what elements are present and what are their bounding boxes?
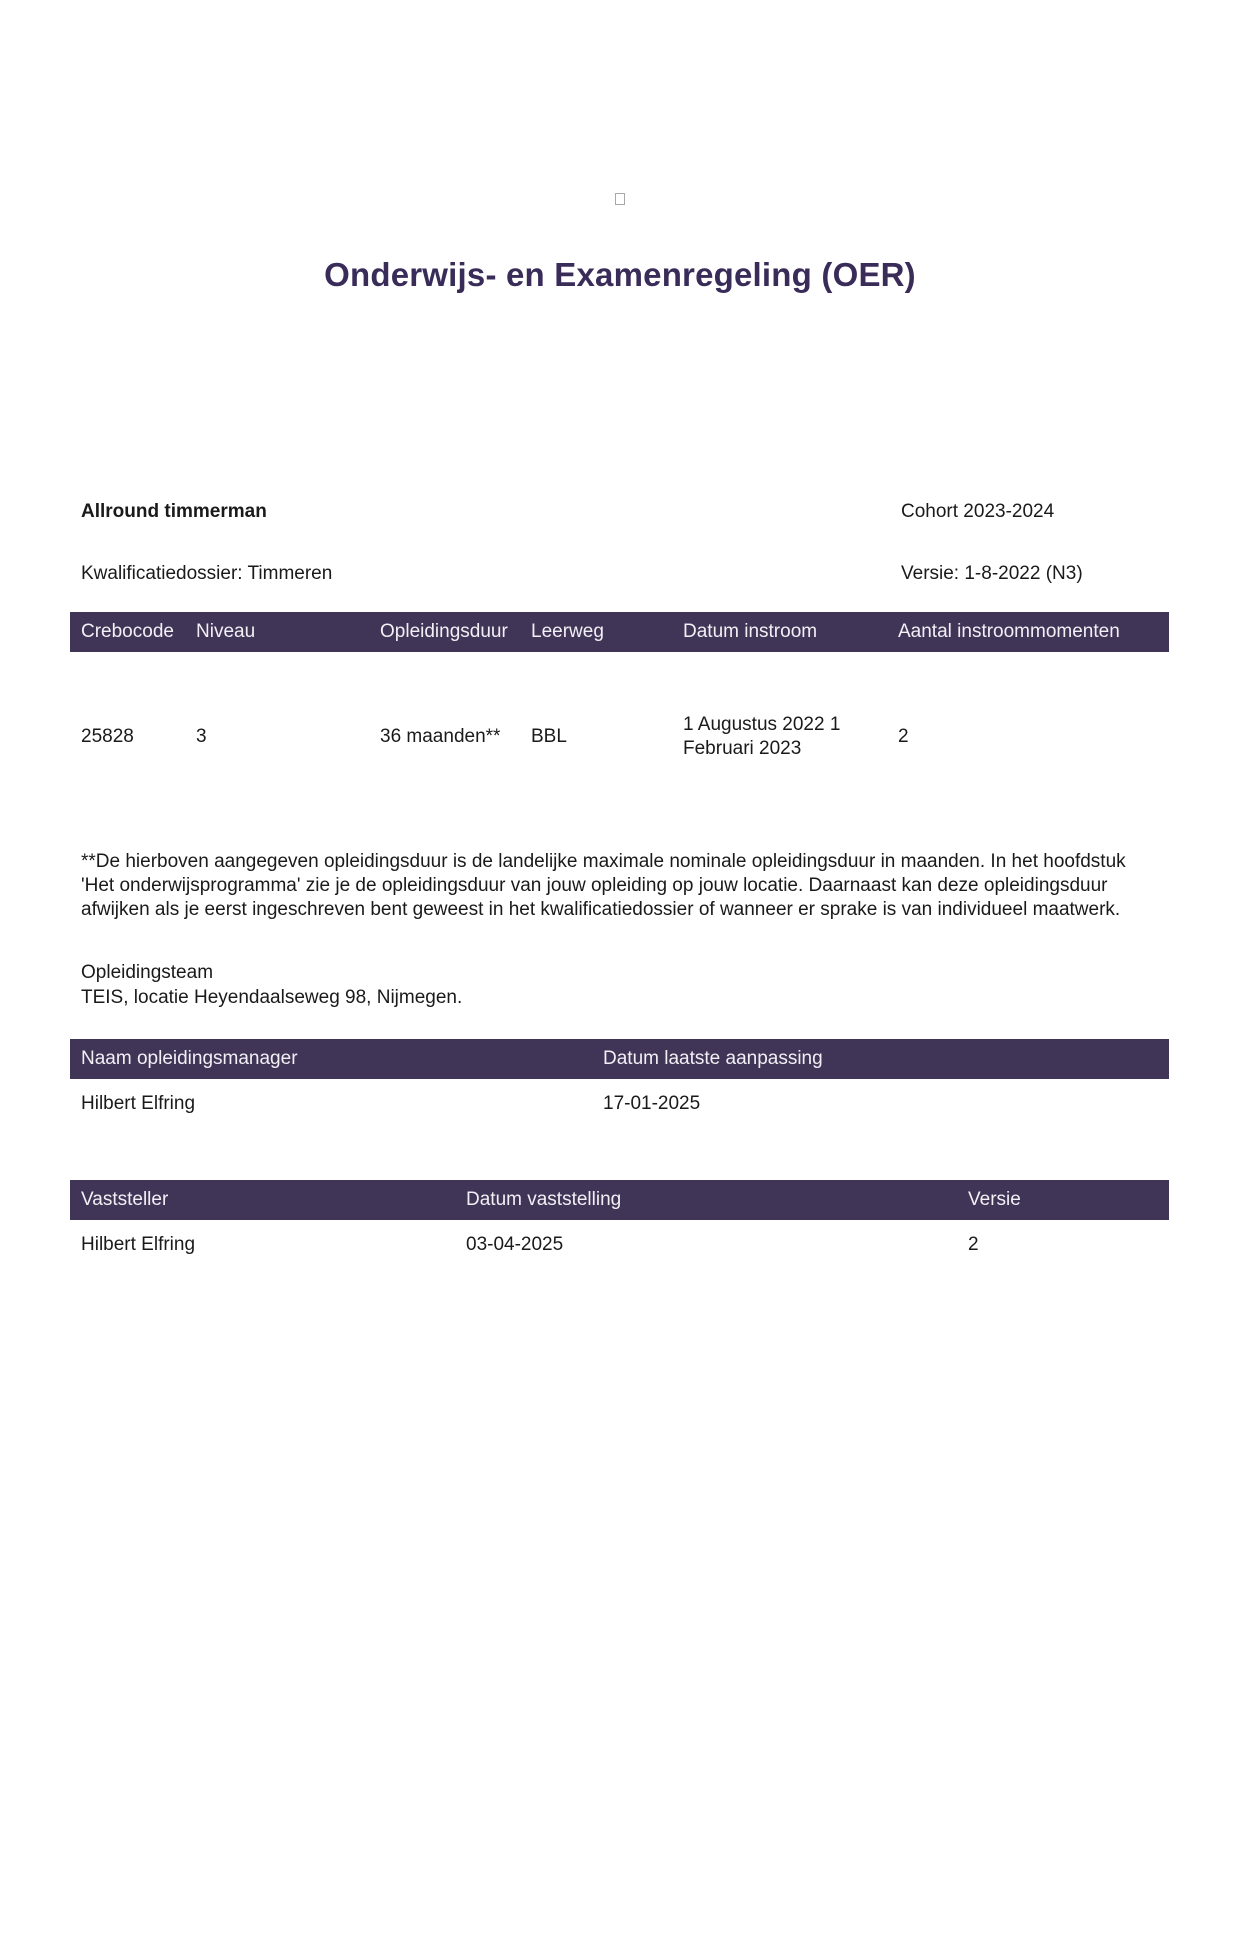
manager-table-row [70,1079,1169,1116]
cell-crebocode: 25828 [81,726,134,747]
cell-aantal-instroommomenten: 2 [898,726,909,747]
cell-manager-datum: 17-01-2025 [603,1093,701,1114]
program-header-row [0,500,1240,524]
column-header-datum-laatste-aanpassing: Datum laatste aanpassing [603,1048,823,1069]
duration-note: **De hierboven aangegeven opleidingsduur is de landelijke maximale nominale opleidingsduur in maanden. In het hoofdstuk 'Het onderwijsprogramma' zie je de opleidingsduur van jouw opleiding op jouw locatie. Daarnaast kan deze opleidingsduur afwijken als je eerst ingeschreven bent geweest in het kwalificatiedossier of wanneer er sprake is van individueel maatwerk. [81,851,1126,920]
cell-niveau: 3 [196,726,207,747]
column-header-niveau: Niveau [196,621,256,642]
column-header-datum-instroom: Datum instroom [683,621,818,642]
program-name: Allround timmerman [81,501,267,522]
course-table-row [70,652,1169,822]
page-title: Onderwijs- en Examenregeling (OER) [324,256,916,293]
column-header-vaststeller: Vaststeller [81,1189,169,1210]
cell-opleidingsduur: 36 maanden** [380,726,501,747]
vaststelling-table-header [70,1180,1169,1220]
dossier-header-row [0,562,1240,586]
vaststelling-table-row [70,1220,1169,1257]
course-table-header [70,612,1169,652]
team-location: TEIS, locatie Heyendaalseweg 98, Nijmegen. [81,987,463,1008]
column-header-versie: Versie [968,1189,1021,1210]
cell-vaststelling-datum: 03-04-2025 [466,1234,564,1255]
column-header-aantal-instroommomenten: Aantal instroommomenten [898,621,1120,642]
column-header-datum-vaststelling: Datum vaststelling [466,1189,622,1210]
kwalificatiedossier-label: Kwalificatiedossier: Timmeren [81,563,333,584]
cell-leerweg: BBL [531,726,567,747]
column-header-naam-opleidingsmanager: Naam opleidingsmanager [81,1048,298,1069]
missing-image-placeholder-icon [615,193,625,205]
team-block [81,960,1240,1010]
cell-manager-naam: Hilbert Elfring [81,1093,196,1114]
manager-table-header [70,1039,1169,1079]
versie-label: Versie: 1-8-2022 (N3) [901,563,1083,584]
cell-vaststelling-versie: 2 [968,1234,979,1255]
document-page [0,193,1240,1948]
team-label: Opleidingsteam [81,962,214,983]
column-header-leerweg: Leerweg [531,621,604,642]
cell-datum-instroom: 1 Augustus 2022 1 Februari 2023 [683,714,841,759]
column-header-opleidingsduur: Opleidingsduur [380,621,508,642]
cell-vaststeller: Hilbert Elfring [81,1234,196,1255]
cohort-label: Cohort 2023-2024 [901,501,1055,522]
column-header-crebocode: Crebocode [81,621,174,642]
